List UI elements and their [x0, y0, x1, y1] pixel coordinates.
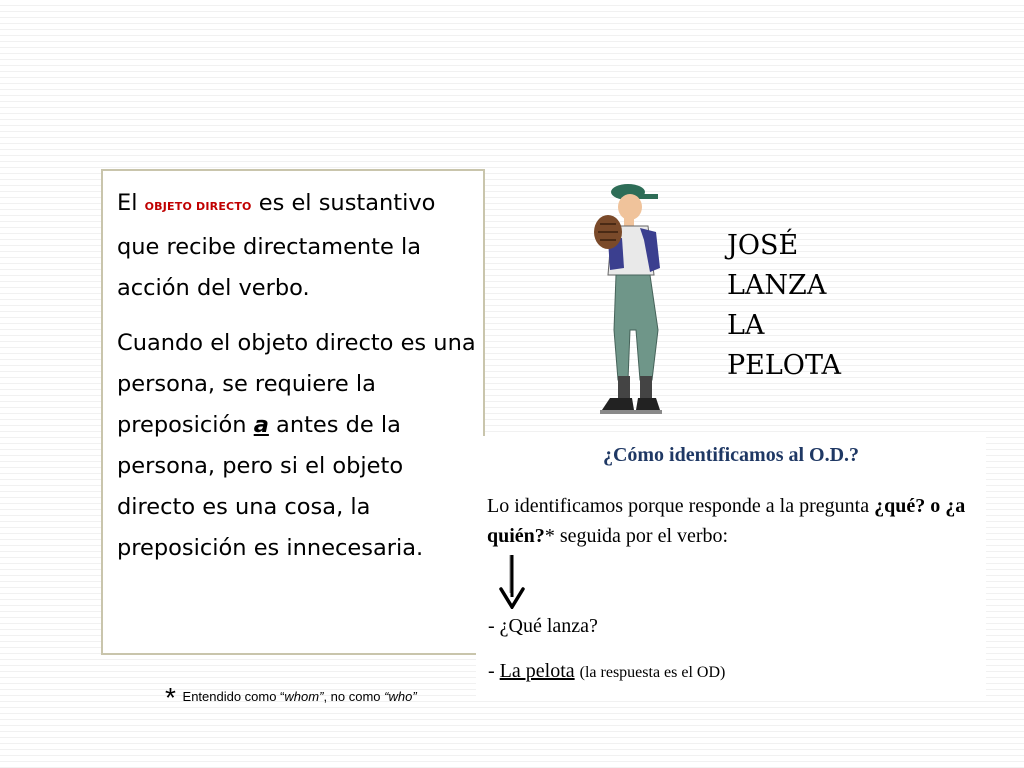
rule-text: Cuando el objeto directo es una persona, se requiere la preposición [117, 330, 476, 438]
answer-prefix: - [488, 660, 500, 682]
sentence-word-jose: JOSÉ [727, 230, 799, 261]
definition-paragraph-1 [117, 183, 483, 309]
definition-text: es el sustantivo que recibe directamente la acción del verbo. [117, 190, 436, 301]
sentence-word-lanza: LANZA [727, 270, 827, 301]
sentence-word-pelota: PELOTA [727, 350, 841, 381]
preposition-a: a [253, 412, 269, 438]
definition-box [101, 169, 485, 655]
question-line: - ¿Qué lanza? [488, 615, 598, 637]
baseball-pitcher-icon [580, 180, 680, 425]
answer-text: La pelota [499, 660, 575, 682]
identify-question: ¿qué? o ¿a quién? [487, 495, 966, 547]
footnote-whom: whom” [284, 689, 324, 704]
identify-title: ¿Cómo identificamos al O.D.? [602, 444, 860, 466]
definition-intro: El [117, 190, 145, 216]
identify-explanation [487, 491, 982, 551]
rule-text-continued: antes de la persona, pero si el objeto directo es una cosa, la preposición es innecesaria. [117, 412, 424, 561]
down-arrow-icon [497, 553, 527, 609]
objeto-directo-term: OBJETO DIRECTO [144, 200, 252, 213]
footnote [165, 682, 417, 714]
footnote-text-1: Entendido como “ [178, 689, 285, 704]
footnote-text-2: , no como [323, 689, 385, 704]
example-sentence [727, 226, 887, 386]
answer-line [488, 660, 725, 683]
identify-od-box [476, 436, 986, 696]
identify-body-text: Lo identificamos porque responde a la pregunta [487, 495, 875, 517]
footnote-star: * [165, 682, 176, 713]
identify-body-after: * seguida por el verbo: [544, 525, 729, 547]
definition-paragraph-2 [117, 323, 483, 569]
sentence-word-la: LA [727, 310, 765, 341]
answer-note: (la respuesta es el OD) [579, 664, 726, 681]
footnote-who: “who” [384, 689, 417, 704]
